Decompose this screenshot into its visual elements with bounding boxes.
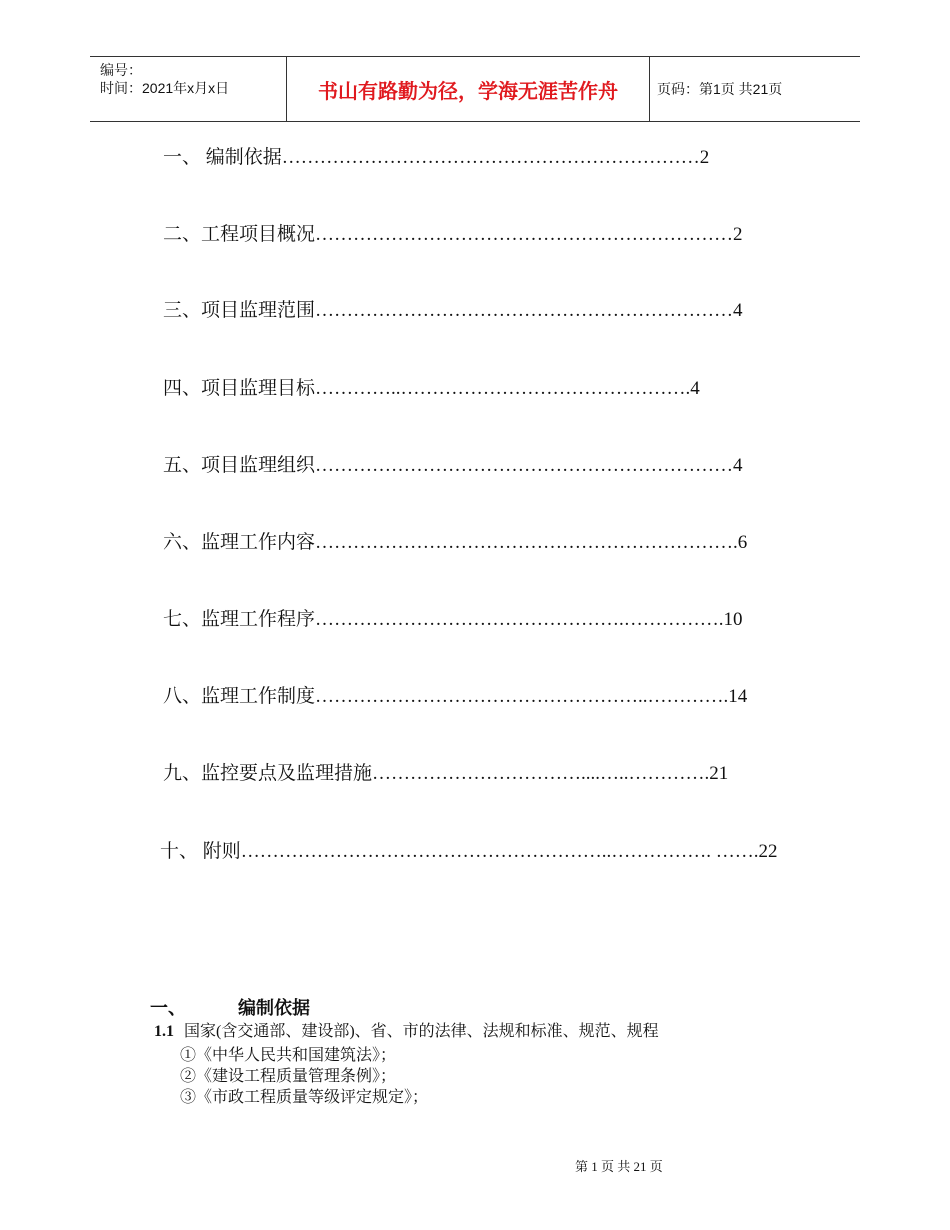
toc-entry[interactable]: 八、监理工作制度……………………………………………..………….14 [163,686,748,707]
list-item: ②《建设工程质量管理条例》； [180,1068,397,1085]
subsection-heading [154,1018,659,1041]
toc-entry[interactable]: 七、监理工作程序………………………………………….…………….10 [163,609,743,630]
toc-entry[interactable]: 九、监控要点及监理措施……………………………....…..………….21 [163,763,729,784]
section-title: 编制依据 [238,998,310,1019]
section-heading [150,994,310,1020]
document-header [90,56,860,122]
time-label: 时间：2021年x月x日 [100,80,230,96]
section-number: 一、 [150,998,186,1019]
subsection-number: 1.1 [154,1023,174,1040]
header-meta [100,61,229,97]
toc-entry[interactable]: 六、监理工作内容………………………………………………………….6 [163,532,748,553]
list-item: ①《中华人民共和国建筑法》； [180,1047,397,1064]
header-page-info: 页码：第1页 共21页 [657,81,783,97]
list-item: ③《市政工程质量等级评定规定》； [180,1089,429,1106]
toc-entry[interactable]: 一、 编制依据…………………………………………………………2 [163,147,710,168]
toc-entry[interactable]: 三、项目监理范围…………………………………………………………4 [163,300,743,321]
subsection-text: 国家(含交通部、建设部)、省、市的法律、法规和标准、规范、规程 [184,1023,659,1040]
toc-entry[interactable]: 二、工程项目概况…………………………………………………………2 [163,224,743,245]
header-divider [649,57,650,121]
toc-entry[interactable]: 十、 附则…………………………………………………..……………. …….22 [160,841,778,862]
toc-entry[interactable]: 四、项目监理目标…………..……………………………………….4 [163,378,700,399]
toc-entry[interactable]: 五、项目监理组织…………………………………………………………4 [163,455,743,476]
code-label: 编号： [100,62,142,78]
page-footer: 第 1 页 共 21 页 [575,1159,663,1174]
header-motto: 书山有路勤为径，学海无涯苦作舟 [318,78,618,103]
